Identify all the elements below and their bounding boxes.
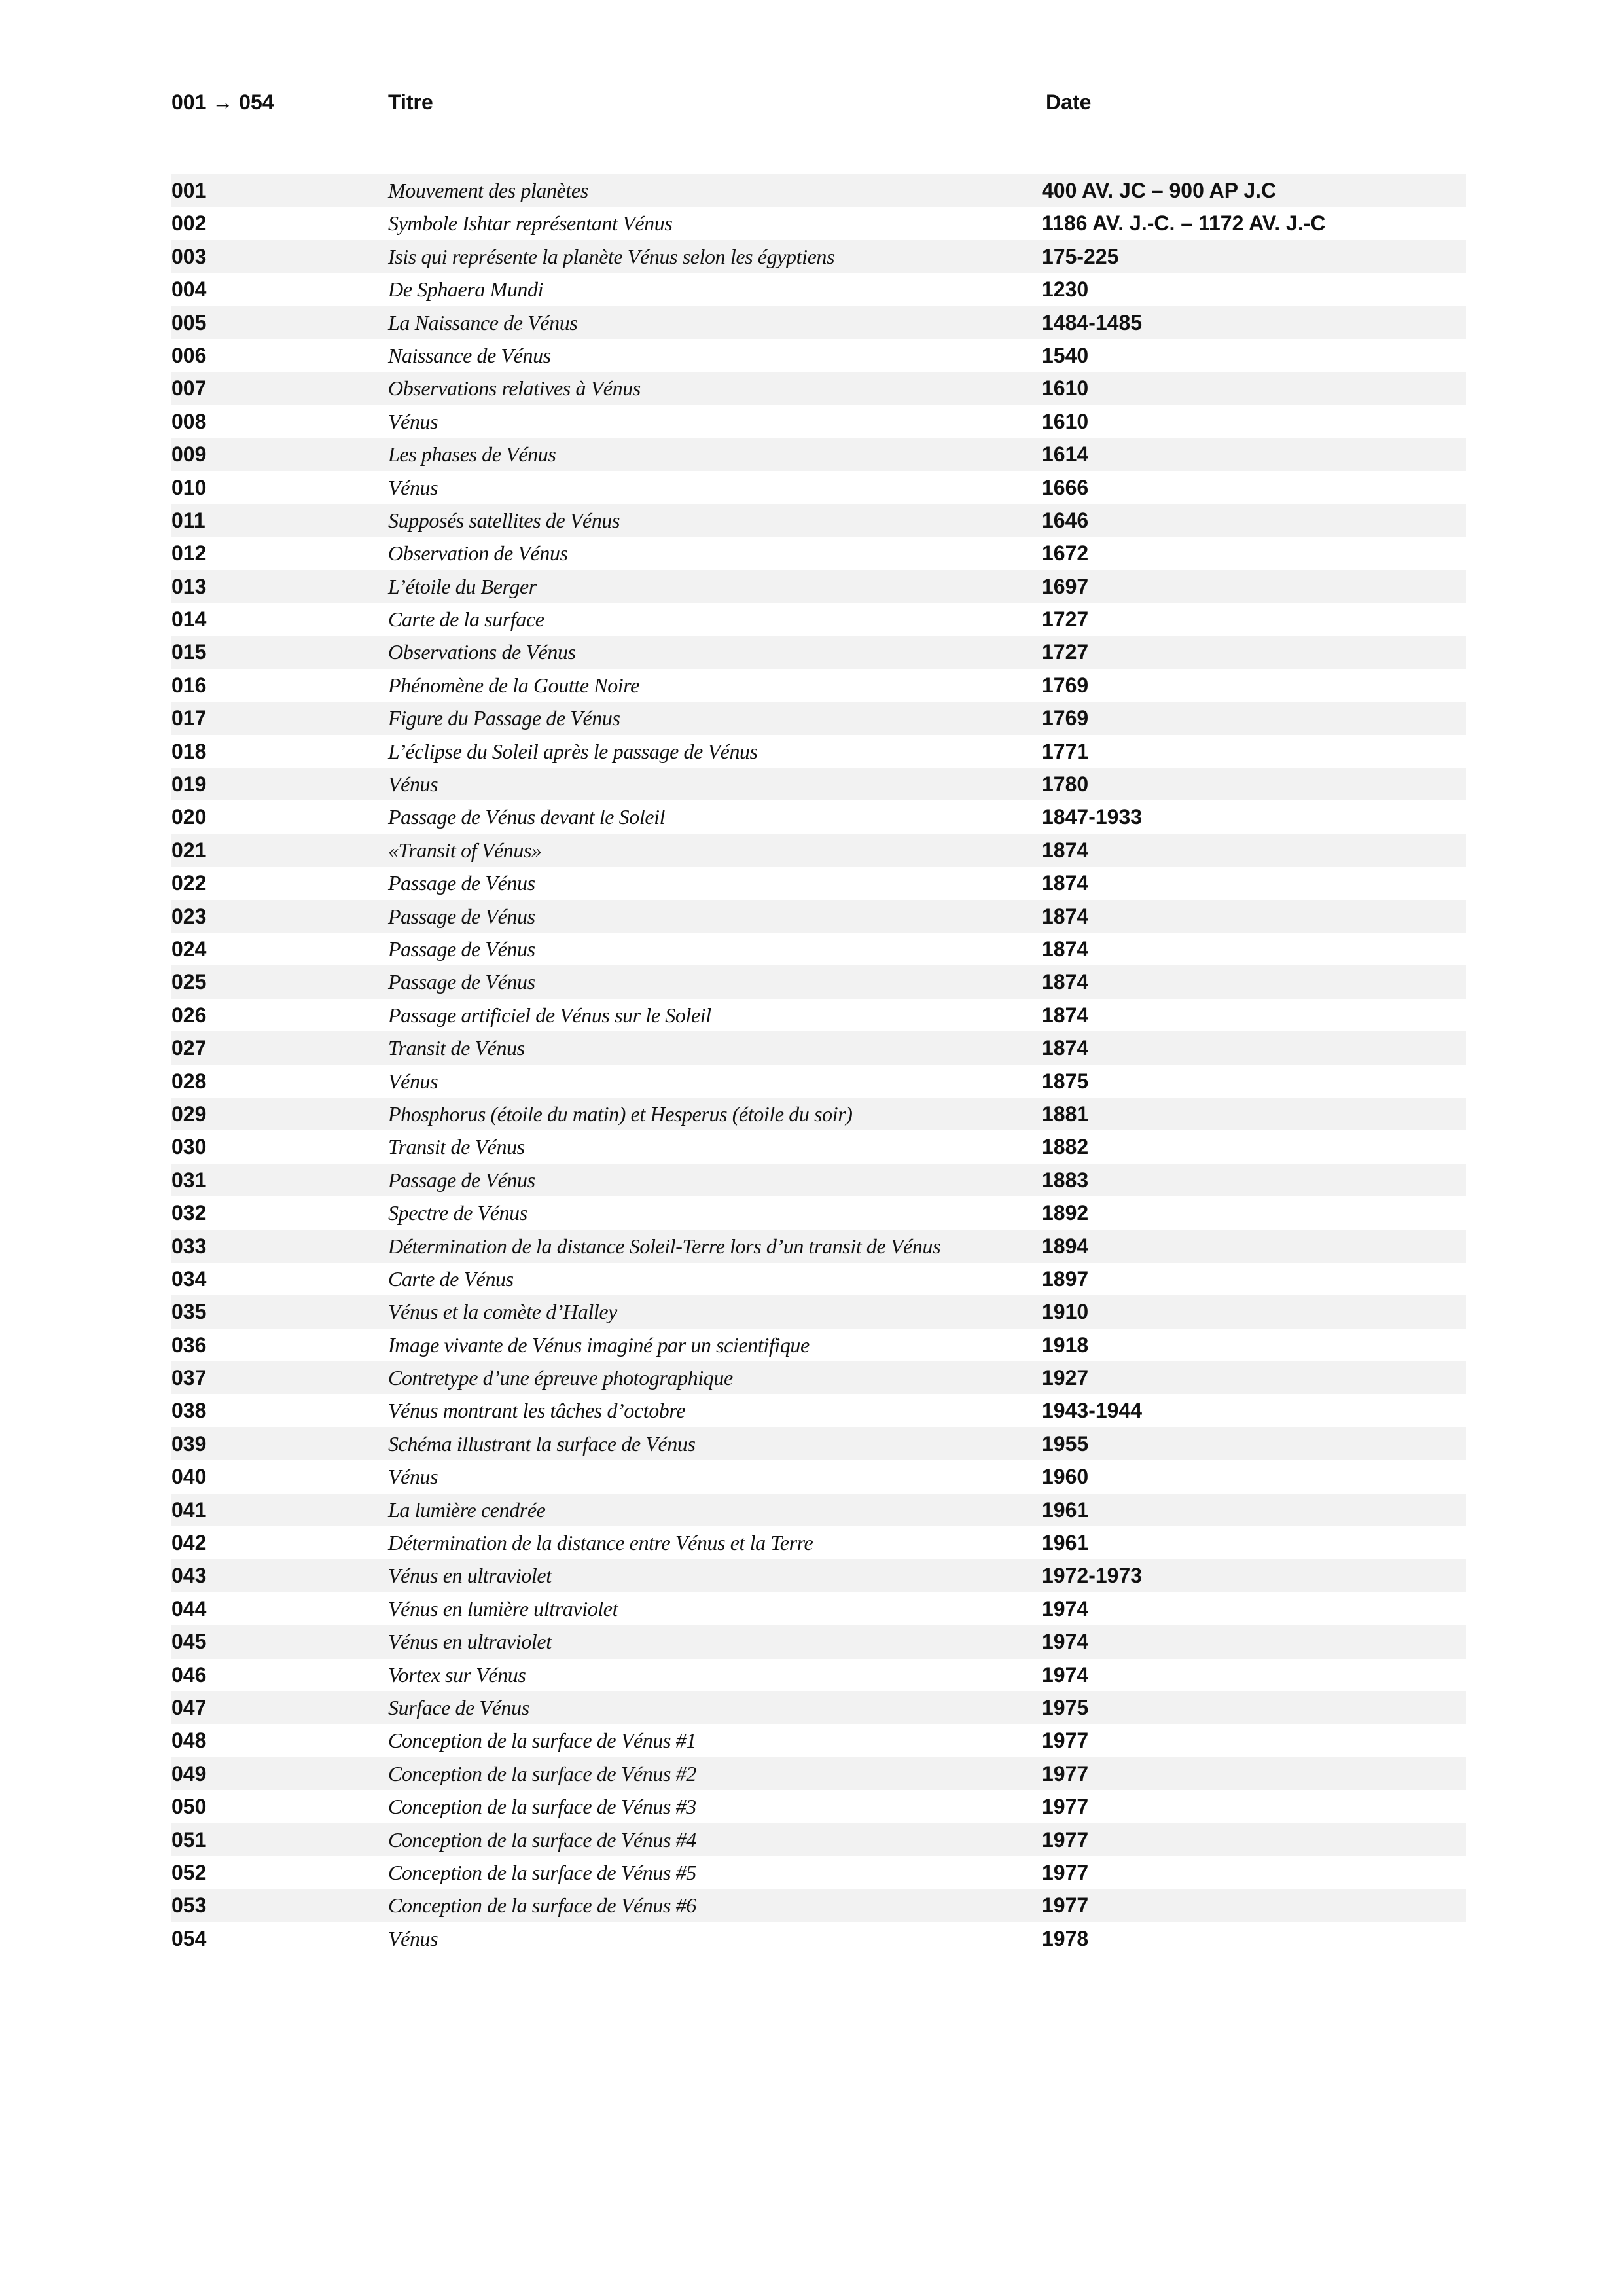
row-date: 1883: [1042, 1168, 1089, 1192]
table-row: [171, 669, 1466, 702]
row-number: 044: [171, 1596, 207, 1621]
row-title: Supposés satellites de Vénus: [388, 508, 620, 532]
row-date: 1978: [1042, 1926, 1089, 1950]
row-date: 1646: [1042, 508, 1089, 532]
row-title: Vénus: [388, 772, 438, 797]
row-number: 010: [171, 475, 207, 499]
row-number: 050: [171, 1795, 207, 1819]
row-title: Phénomène de la Goutte Noire: [388, 673, 639, 697]
row-date: 1943-1944: [1042, 1399, 1143, 1423]
row-date: 1874: [1042, 1036, 1089, 1060]
row-title: Passage de Vénus: [388, 871, 535, 895]
row-number: 052: [171, 1860, 207, 1884]
table-row: [171, 1724, 1466, 1757]
row-number: 004: [171, 278, 207, 302]
row-date: 1874: [1042, 970, 1089, 994]
row-date: 1977: [1042, 1860, 1089, 1884]
row-date: 1484-1485: [1042, 310, 1143, 334]
table-row: [171, 372, 1466, 404]
table-row: [171, 933, 1466, 965]
row-number: 016: [171, 673, 207, 697]
row-date: 1974: [1042, 1630, 1089, 1654]
row-title: Passage de Vénus: [388, 970, 535, 994]
row-title: Vortex sur Vénus: [388, 1662, 526, 1687]
table-row: [171, 1427, 1466, 1460]
table-row: [171, 504, 1466, 537]
table-row: [171, 1889, 1466, 1922]
table-row: [171, 1592, 1466, 1625]
row-date: 1186 AV. J.-C. – 1172 AV. J.-C: [1042, 211, 1326, 236]
table-row: [171, 1659, 1466, 1691]
table-row: [171, 1757, 1466, 1790]
row-title: Passage de Vénus devant le Soleil: [388, 805, 666, 829]
row-title: Mouvement des planètes: [388, 179, 588, 202]
row-number: 038: [171, 1399, 207, 1423]
row-date: 1910: [1042, 1300, 1089, 1324]
row-date: 1955: [1042, 1431, 1089, 1456]
row-number: 015: [171, 640, 207, 664]
row-number: 020: [171, 805, 207, 829]
row-title: La lumière cendrée: [388, 1498, 546, 1522]
row-date: 1881: [1042, 1102, 1089, 1126]
row-date: 1977: [1042, 1893, 1089, 1918]
row-date: 1780: [1042, 772, 1089, 797]
row-title: Conception de la surface de Vénus #6: [388, 1893, 696, 1918]
row-date: 1697: [1042, 574, 1089, 598]
row-number: 017: [171, 706, 207, 730]
row-title: Détermination de la distance entre Vénus et la Terre: [388, 1531, 813, 1555]
row-date: 1666: [1042, 475, 1089, 499]
row-title: Vénus en lumière ultraviolet: [388, 1596, 618, 1621]
header-range: 001 → 054: [171, 90, 274, 114]
row-date: 1874: [1042, 1003, 1089, 1027]
row-title: Symbole Ishtar représentant Vénus: [388, 211, 673, 236]
row-number: 040: [171, 1465, 207, 1489]
table-row: [171, 1263, 1466, 1295]
table-row: [171, 636, 1466, 668]
row-date: 1614: [1042, 442, 1089, 467]
row-title: Transit de Vénus: [388, 1135, 525, 1159]
row-number: 001: [171, 179, 207, 202]
row-title: Conception de la surface de Vénus #5: [388, 1860, 696, 1884]
row-date: 1977: [1042, 1761, 1089, 1785]
row-title: Vénus et la comète d’Halley: [388, 1300, 617, 1324]
row-title: «Transit of Vénus»: [388, 838, 542, 862]
row-date: 1769: [1042, 706, 1089, 730]
row-date: 1977: [1042, 1827, 1089, 1852]
row-title: Vénus: [388, 1465, 438, 1489]
table-row: [171, 339, 1466, 372]
row-date: 1672: [1042, 541, 1089, 565]
row-date: 1974: [1042, 1662, 1089, 1687]
table-row: [171, 1329, 1466, 1361]
row-number: 046: [171, 1662, 207, 1687]
row-number: 033: [171, 1234, 207, 1258]
row-date: 1961: [1042, 1498, 1089, 1522]
row-title: Conception de la surface de Vénus #2: [388, 1761, 696, 1785]
row-number: 028: [171, 1069, 207, 1093]
row-title: Observations relatives à Vénus: [388, 376, 641, 401]
row-number: 045: [171, 1630, 207, 1654]
row-number: 043: [171, 1564, 207, 1588]
row-date: 1977: [1042, 1795, 1089, 1819]
row-number: 030: [171, 1135, 207, 1159]
row-number: 048: [171, 1729, 207, 1753]
row-number: 047: [171, 1695, 207, 1719]
table-row: [171, 965, 1466, 998]
row-title: La Naissance de Vénus: [388, 310, 578, 334]
row-title: Observation de Vénus: [388, 541, 568, 565]
row-title: Passage de Vénus: [388, 937, 535, 961]
table-row: [171, 900, 1466, 933]
row-title: L’étoile du Berger: [388, 574, 537, 598]
table-row: [171, 1130, 1466, 1163]
row-date: 1892: [1042, 1201, 1089, 1225]
header-title: Titre: [388, 90, 433, 114]
row-number: 022: [171, 871, 207, 895]
row-number: 023: [171, 904, 207, 928]
row-number: 035: [171, 1300, 207, 1324]
row-title: Passage de Vénus: [388, 904, 535, 928]
table-row: [171, 306, 1466, 339]
row-title: Naissance de Vénus: [388, 343, 551, 367]
table-row: [171, 1823, 1466, 1856]
row-number: 014: [171, 607, 207, 632]
row-title: Vénus en ultraviolet: [388, 1630, 552, 1654]
table-row: [171, 240, 1466, 273]
row-date: 1771: [1042, 739, 1089, 763]
row-number: 003: [171, 244, 207, 268]
row-number: 024: [171, 937, 207, 961]
row-date: 1727: [1042, 607, 1089, 632]
header-date: Date: [1046, 90, 1092, 114]
table-row: [171, 1196, 1466, 1229]
row-number: 012: [171, 541, 207, 565]
row-number: 019: [171, 772, 207, 797]
table-row: [171, 1164, 1466, 1196]
row-date: 1874: [1042, 937, 1089, 961]
table-row: [171, 834, 1466, 867]
row-number: 006: [171, 343, 207, 367]
row-title: Détermination de la distance Soleil-Terre lors d’un transit de Vénus: [388, 1234, 941, 1258]
row-title: Spectre de Vénus: [388, 1201, 527, 1225]
row-title: Vénus montrant les tâches d’octobre: [388, 1399, 686, 1423]
table-row: [171, 1526, 1466, 1559]
row-title: Phosphorus (étoile du matin) et Hesperus (étoile du soir): [388, 1102, 853, 1126]
row-title: Passage de Vénus: [388, 1168, 535, 1192]
row-title: Vénus: [388, 1069, 438, 1093]
row-number: 002: [171, 211, 207, 236]
row-number: 009: [171, 442, 207, 467]
row-number: 018: [171, 739, 207, 763]
row-number: 049: [171, 1761, 207, 1785]
table-row: [171, 570, 1466, 603]
row-title: Vénus en ultraviolet: [388, 1564, 552, 1588]
row-number: 051: [171, 1827, 207, 1852]
row-number: 027: [171, 1036, 207, 1060]
row-number: 005: [171, 310, 207, 334]
table-row: [171, 603, 1466, 636]
table-row: [171, 735, 1466, 768]
row-number: 042: [171, 1531, 207, 1555]
row-number: 013: [171, 574, 207, 598]
table-row: [171, 1625, 1466, 1658]
row-number: 032: [171, 1201, 207, 1225]
row-title: Vénus: [388, 409, 438, 433]
row-title: Carte de la surface: [388, 607, 544, 632]
catalog-table: [171, 174, 1466, 1955]
row-date: 1894: [1042, 1234, 1089, 1258]
table-row: [171, 1494, 1466, 1526]
row-date: 1874: [1042, 904, 1089, 928]
row-title: L’éclipse du Soleil après le passage de Vénus: [388, 739, 758, 763]
table-row: [171, 438, 1466, 471]
row-date: 1918: [1042, 1333, 1089, 1357]
row-date: 1882: [1042, 1135, 1089, 1159]
table-row: [171, 1361, 1466, 1394]
row-number: 008: [171, 409, 207, 433]
row-date: 175-225: [1042, 244, 1119, 268]
table-row: [171, 1295, 1466, 1328]
table-row: [171, 999, 1466, 1031]
row-date: 1727: [1042, 640, 1089, 664]
table-row: [171, 273, 1466, 306]
row-date: 1847-1933: [1042, 805, 1143, 829]
table-row: [171, 174, 1466, 207]
row-title: Isis qui représente la planète Vénus selon les égyptiens: [388, 244, 835, 268]
row-number: 011: [171, 508, 205, 532]
table-row: [171, 800, 1466, 833]
row-title: Transit de Vénus: [388, 1036, 525, 1060]
row-date: 1230: [1042, 278, 1089, 302]
row-title: Schéma illustrant la surface de Vénus: [388, 1431, 696, 1456]
row-title: Conception de la surface de Vénus #3: [388, 1795, 696, 1819]
row-number: 031: [171, 1168, 207, 1192]
table-row: [171, 1098, 1466, 1130]
row-title: Les phases de Vénus: [388, 442, 556, 467]
table-row: [171, 702, 1466, 734]
table-row: [171, 1230, 1466, 1263]
row-title: Vénus: [388, 1926, 438, 1950]
row-title: Figure du Passage de Vénus: [388, 706, 620, 730]
row-number: 053: [171, 1893, 207, 1918]
table-row: [171, 1856, 1466, 1889]
table-row: [171, 1394, 1466, 1427]
table-row: [171, 207, 1466, 240]
row-number: 037: [171, 1366, 207, 1390]
table-row: [171, 405, 1466, 438]
row-title: Passage artificiel de Vénus sur le Soleil: [388, 1003, 711, 1027]
table-row: [171, 768, 1466, 800]
row-date: 400 AV. JC – 900 AP J.C: [1042, 179, 1277, 202]
row-number: 026: [171, 1003, 207, 1027]
row-date: 1975: [1042, 1695, 1089, 1719]
row-title: Conception de la surface de Vénus #1: [388, 1729, 696, 1753]
table-row: [171, 1065, 1466, 1098]
row-number: 054: [171, 1926, 207, 1950]
row-date: 1927: [1042, 1366, 1089, 1390]
table-row: [171, 1691, 1466, 1724]
row-date: 1961: [1042, 1531, 1089, 1555]
row-date: 1972-1973: [1042, 1564, 1143, 1588]
row-title: Observations de Vénus: [388, 640, 576, 664]
row-date: 1610: [1042, 376, 1089, 401]
row-number: 041: [171, 1498, 207, 1522]
row-number: 025: [171, 970, 207, 994]
row-number: 039: [171, 1431, 207, 1456]
row-date: 1875: [1042, 1069, 1089, 1093]
row-date: 1974: [1042, 1596, 1089, 1621]
row-date: 1540: [1042, 343, 1089, 367]
row-date: 1960: [1042, 1465, 1089, 1489]
row-number: 007: [171, 376, 207, 401]
table-row: [171, 1559, 1466, 1592]
row-number: 021: [171, 838, 207, 862]
row-number: 036: [171, 1333, 207, 1357]
table-row: [171, 537, 1466, 569]
table-row: [171, 1790, 1466, 1823]
row-date: 1769: [1042, 673, 1089, 697]
row-title: Carte de Vénus: [388, 1266, 514, 1291]
row-title: Vénus: [388, 475, 438, 499]
table-row: [171, 1031, 1466, 1064]
table-row: [171, 1922, 1466, 1955]
row-date: 1610: [1042, 409, 1089, 433]
row-date: 1874: [1042, 838, 1089, 862]
row-date: 1897: [1042, 1266, 1089, 1291]
row-number: 029: [171, 1102, 207, 1126]
table-row: [171, 1460, 1466, 1493]
row-title: Image vivante de Vénus imaginé par un scientifique: [388, 1333, 810, 1357]
row-title: Surface de Vénus: [388, 1695, 529, 1719]
row-title: Contretype d’une épreuve photographique: [388, 1366, 733, 1390]
table-row: [171, 471, 1466, 504]
row-date: 1977: [1042, 1729, 1089, 1753]
row-date: 1874: [1042, 871, 1089, 895]
table-row: [171, 867, 1466, 899]
row-title: Conception de la surface de Vénus #4: [388, 1827, 696, 1852]
row-title: De Sphaera Mundi: [388, 278, 544, 302]
row-number: 034: [171, 1266, 207, 1291]
